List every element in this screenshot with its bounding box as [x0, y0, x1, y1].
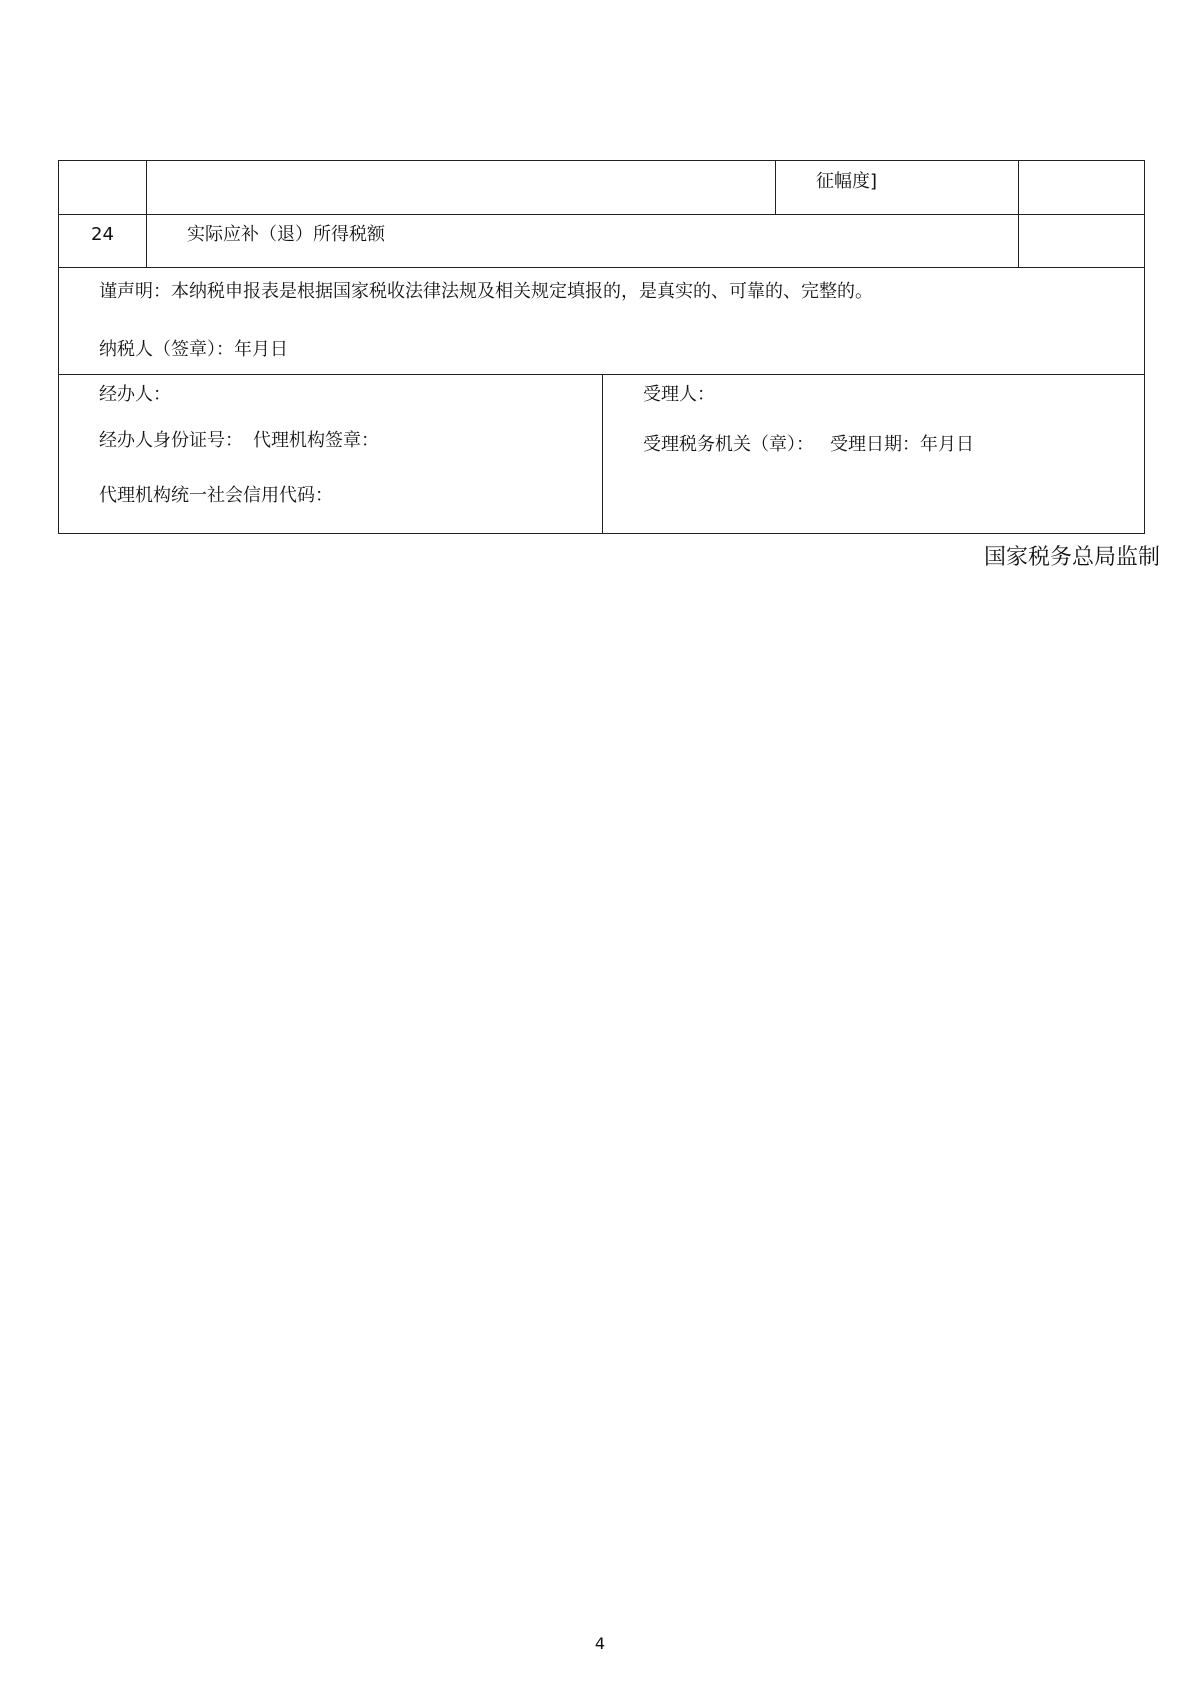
agency-seal-label: 代理机构签章：	[253, 429, 379, 451]
table-row-continued	[59, 161, 1144, 215]
receiver-label: 受理人：	[643, 384, 715, 405]
receiver-authority-row	[643, 434, 1144, 456]
amount-cell[interactable]	[1019, 161, 1144, 214]
handler-label: 经办人：	[99, 384, 171, 405]
agent-block	[59, 375, 603, 533]
signature-section	[59, 375, 1144, 533]
agent-id-row	[99, 430, 602, 452]
line-24-item: 实际应补（退）所得税额	[147, 215, 1019, 267]
agency-credit-code-label: 代理机构统一社会信用代码：	[99, 485, 333, 507]
page-number: 4	[594, 1634, 606, 1653]
taxpayer-signature: 纳税人（签章）：年月日	[99, 339, 288, 360]
table-row-24	[59, 215, 1144, 268]
receiver-block	[603, 375, 1144, 533]
line-24-amount[interactable]	[1019, 215, 1144, 267]
tax-return-table	[58, 160, 1145, 534]
item-cell	[147, 161, 776, 214]
declaration-section	[59, 268, 1144, 375]
tax-authority-label: 受理税务机关（章）：	[643, 433, 814, 455]
receipt-date-label: 受理日期：年月日	[830, 433, 974, 455]
line-number-24: 24	[59, 215, 147, 267]
line-number-cell	[59, 161, 147, 214]
continued-label: 征幅度]	[776, 161, 1019, 214]
supervising-agency: 国家税务总局监制	[983, 545, 1160, 570]
handler-id-label: 经办人身份证号：	[99, 429, 243, 451]
declaration-statement: 谨声明：本纳税申报表是根据国家税收法律法规及相关规定填报的，是真实的、可靠的、完整的。	[99, 281, 873, 302]
